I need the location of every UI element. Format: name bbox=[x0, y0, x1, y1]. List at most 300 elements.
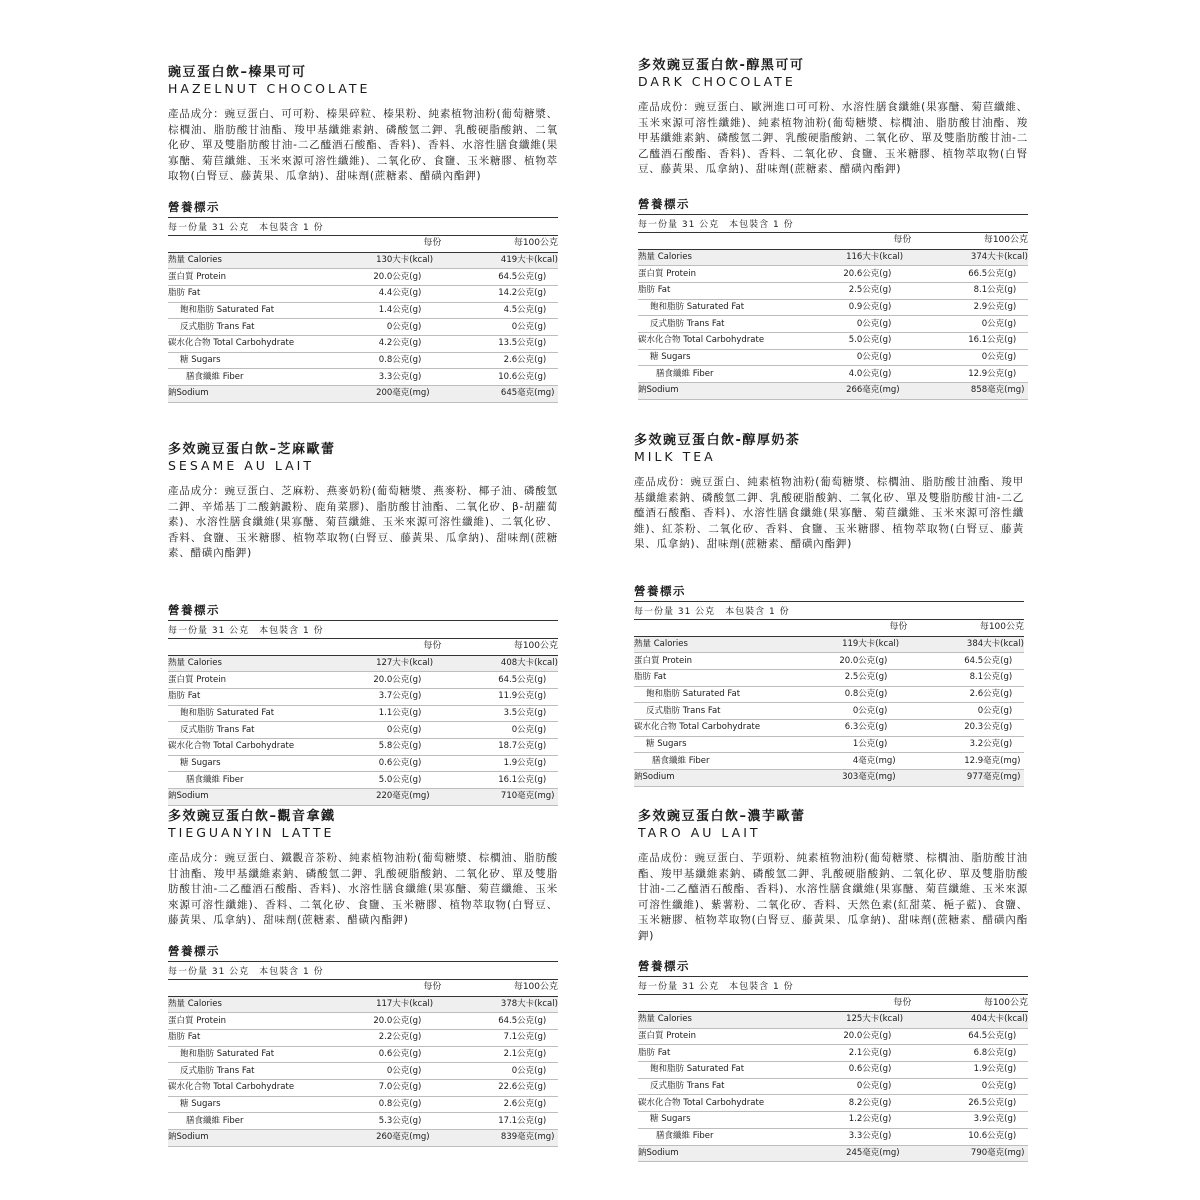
per-serving-unit: 公克(g) bbox=[392, 772, 441, 789]
per-100g-value: 64.5 bbox=[911, 1028, 987, 1045]
nutrient-label: 飽和脂肪 Saturated Fat bbox=[168, 1046, 350, 1063]
nutrition-row bbox=[168, 1113, 558, 1130]
per-serving-unit: 公克(g) bbox=[392, 285, 441, 302]
per-serving-unit: 公克(g) bbox=[392, 688, 441, 705]
per-serving-value: 0 bbox=[350, 1063, 392, 1080]
per-100g-value: 0 bbox=[911, 316, 987, 333]
per-serving-value: 4.0 bbox=[820, 366, 862, 383]
per-100g-value: 3.9 bbox=[911, 1112, 987, 1129]
nutrition-row bbox=[638, 1012, 1028, 1029]
per-100g-value: 10.6 bbox=[911, 1128, 987, 1145]
per-100g-header: 每100公克 bbox=[911, 233, 1028, 250]
nutrition-table bbox=[638, 995, 1028, 1162]
per-100g-value: 0 bbox=[441, 722, 517, 739]
per-serving-value: 116 bbox=[820, 249, 862, 266]
per-serving-value: 266 bbox=[820, 383, 862, 400]
per-100g-value: 0 bbox=[911, 1078, 987, 1095]
per-100g-unit: 毫克(mg) bbox=[983, 770, 1024, 787]
nutrient-label: 蛋白質 Protein bbox=[638, 266, 820, 283]
product-title-zh: 多效豌豆蛋白飲-醇黑可可 bbox=[638, 58, 805, 73]
nutrient-label: 碳水化合物 Total Carbohydrate bbox=[638, 1095, 820, 1112]
per-serving-value: 303 bbox=[816, 770, 858, 787]
per-serving-unit: 公克(g) bbox=[862, 1078, 911, 1095]
per-100g-value: 3.2 bbox=[907, 736, 983, 753]
per-serving-value: 0.6 bbox=[350, 755, 392, 772]
nutrient-label: 鈉Sodium bbox=[168, 789, 350, 806]
per-serving-unit: 毫克(mg) bbox=[392, 386, 441, 403]
nutrition-row bbox=[638, 266, 1028, 283]
per-serving-unit: 公克(g) bbox=[392, 319, 441, 336]
per-100g-value: 710 bbox=[441, 789, 517, 806]
per-serving-value: 0.8 bbox=[350, 1096, 392, 1113]
ingredients-text: 產品成份：豌豆蛋白、芋頭粉、純素植物油粉(葡萄糖漿、棕櫚油、脂肪酸甘油酯、羧甲基纖維素鈉、磷酸氫二鉀、乳酸硬脂酸鈉、二氧化矽、單及雙脂肪酸甘油-二乙醯酒石酸酯、香料)、水溶性膳食纖維(果寡醣、菊苣纖維、玉米來源可溶性纖維)、紫薯粉、二氧化矽、香料、天然色素(紅甜菜、梔子藍)、食鹽、玉米糖膠、植物萃取物(白腎豆、藤黃果、瓜拿納)、甜味劑(蔗糖素、醋磺內酯鉀) bbox=[638, 852, 1028, 942]
nutrient-label: 膳食纖維 Fiber bbox=[168, 369, 350, 386]
per-serving-unit: 公克(g) bbox=[862, 1112, 911, 1129]
per-100g-unit: 公克(g) bbox=[987, 1112, 1028, 1129]
nutrition-heading: 營養標示 bbox=[638, 196, 1028, 215]
per-serving-unit: 公克(g) bbox=[858, 703, 907, 720]
nutrition-row bbox=[638, 366, 1028, 383]
per-100g-unit: 公克(g) bbox=[517, 319, 558, 336]
nutrition-row bbox=[168, 269, 558, 286]
per-100g-unit: 大卡(kcal) bbox=[517, 996, 558, 1013]
per-serving-unit: 公克(g) bbox=[862, 349, 911, 366]
product-panel bbox=[168, 64, 558, 403]
nutrition-row bbox=[634, 686, 1024, 703]
serving-size: 每一份量 31 公克 本包裝含 1 份 bbox=[168, 962, 558, 980]
per-100g-value: 0 bbox=[441, 1063, 517, 1080]
per-100g-value: 2.9 bbox=[911, 299, 987, 316]
nutrient-label: 鈉Sodium bbox=[638, 1145, 820, 1162]
nutrient-label: 飽和脂肪 Saturated Fat bbox=[638, 299, 820, 316]
nutrition-row bbox=[168, 755, 558, 772]
nutrition-row bbox=[634, 703, 1024, 720]
nutrient-label: 鈉Sodium bbox=[638, 383, 820, 400]
per-100g-unit: 公克(g) bbox=[987, 1095, 1028, 1112]
nutrient-label: 膳食纖維 Fiber bbox=[638, 366, 820, 383]
per-serving-unit: 毫克(mg) bbox=[858, 770, 907, 787]
per-100g-value: 384 bbox=[907, 636, 983, 653]
per-serving-value: 119 bbox=[816, 636, 858, 653]
per-serving-unit: 公克(g) bbox=[862, 266, 911, 283]
nutrition-row bbox=[168, 386, 558, 403]
per-100g-value: 64.5 bbox=[441, 1013, 517, 1030]
per-serving-value: 0 bbox=[350, 722, 392, 739]
per-serving-header: 每份 bbox=[820, 233, 912, 250]
per-100g-value: 4.5 bbox=[441, 302, 517, 319]
nutrient-label: 蛋白質 Protein bbox=[634, 653, 816, 670]
per-serving-unit: 公克(g) bbox=[392, 369, 441, 386]
nutrition-table bbox=[638, 233, 1028, 400]
per-100g-value: 419 bbox=[441, 252, 517, 269]
per-serving-value: 1 bbox=[816, 736, 858, 753]
nutrient-label: 脂肪 Fat bbox=[168, 688, 350, 705]
nutrition-column-header bbox=[168, 639, 558, 656]
per-serving-unit: 公克(g) bbox=[862, 1062, 911, 1079]
per-100g-value: 2.1 bbox=[441, 1046, 517, 1063]
per-serving-unit: 公克(g) bbox=[862, 299, 911, 316]
per-100g-unit: 公克(g) bbox=[517, 1013, 558, 1030]
per-serving-unit: 公克(g) bbox=[392, 705, 441, 722]
per-serving-unit: 公克(g) bbox=[862, 316, 911, 333]
per-serving-unit: 大卡(kcal) bbox=[862, 249, 911, 266]
per-100g-value: 26.5 bbox=[911, 1095, 987, 1112]
nutrition-row bbox=[168, 352, 558, 369]
per-100g-value: 2.6 bbox=[441, 1096, 517, 1113]
per-serving-header: 每份 bbox=[816, 620, 908, 637]
per-serving-unit: 公克(g) bbox=[392, 738, 441, 755]
nutrition-row bbox=[168, 252, 558, 269]
nutrition-row bbox=[634, 719, 1024, 736]
per-serving-header: 每份 bbox=[820, 995, 912, 1012]
nutrient-label: 糖 Sugars bbox=[168, 1096, 350, 1113]
per-serving-value: 6.3 bbox=[816, 719, 858, 736]
per-100g-unit: 公克(g) bbox=[517, 269, 558, 286]
nutrition-row bbox=[168, 655, 558, 672]
per-serving-value: 220 bbox=[350, 789, 392, 806]
per-100g-unit: 公克(g) bbox=[983, 719, 1024, 736]
per-100g-unit: 公克(g) bbox=[517, 369, 558, 386]
per-100g-value: 18.7 bbox=[441, 738, 517, 755]
product-title-en: TIEGUANYIN LATTE bbox=[168, 825, 335, 840]
per-100g-unit: 公克(g) bbox=[517, 1079, 558, 1096]
nutrition-column-header bbox=[638, 233, 1028, 250]
nutrition-heading: 營養標示 bbox=[638, 958, 1028, 977]
nutrition-row bbox=[638, 1028, 1028, 1045]
per-serving-unit: 公克(g) bbox=[392, 335, 441, 352]
nutrient-label: 糖 Sugars bbox=[638, 1112, 820, 1129]
per-100g-unit: 公克(g) bbox=[987, 349, 1028, 366]
nutrition-row bbox=[638, 249, 1028, 266]
per-100g-unit: 公克(g) bbox=[517, 755, 558, 772]
per-serving-value: 1.1 bbox=[350, 705, 392, 722]
per-100g-value: 1.9 bbox=[441, 755, 517, 772]
per-100g-unit: 公克(g) bbox=[987, 266, 1028, 283]
nutrition-row bbox=[168, 1130, 558, 1147]
per-serving-value: 127 bbox=[350, 655, 392, 672]
product-title-zh: 多效豌豆蛋白飲–芝麻歐蕾 bbox=[168, 442, 336, 457]
nutrition-row bbox=[638, 1078, 1028, 1095]
nutrient-label: 膳食纖維 Fiber bbox=[638, 1128, 820, 1145]
nutrient-label: 熱量 Calories bbox=[168, 655, 350, 672]
nutrient-label: 反式脂肪 Trans Fat bbox=[638, 1078, 820, 1095]
nutrient-label: 膳食纖維 Fiber bbox=[168, 772, 350, 789]
per-serving-value: 4 bbox=[816, 753, 858, 770]
per-serving-value: 3.3 bbox=[350, 369, 392, 386]
per-100g-value: 0 bbox=[907, 703, 983, 720]
nutrition-row bbox=[168, 705, 558, 722]
nutrition-row bbox=[168, 319, 558, 336]
per-serving-value: 0.8 bbox=[350, 352, 392, 369]
per-100g-value: 404 bbox=[911, 1012, 987, 1029]
product-title-en: MILK TEA bbox=[634, 449, 716, 464]
per-100g-unit: 公克(g) bbox=[987, 332, 1028, 349]
per-100g-unit: 毫克(mg) bbox=[517, 1130, 558, 1147]
per-serving-unit: 毫克(mg) bbox=[862, 1145, 911, 1162]
per-100g-value: 22.6 bbox=[441, 1079, 517, 1096]
product-panel bbox=[168, 808, 558, 1147]
per-100g-value: 977 bbox=[907, 770, 983, 787]
nutrient-label: 反式脂肪 Trans Fat bbox=[168, 1063, 350, 1080]
per-100g-unit: 公克(g) bbox=[517, 722, 558, 739]
per-100g-unit: 公克(g) bbox=[983, 669, 1024, 686]
nutrition-row bbox=[638, 349, 1028, 366]
per-100g-unit: 毫克(mg) bbox=[983, 753, 1024, 770]
per-100g-value: 8.1 bbox=[911, 282, 987, 299]
per-100g-value: 645 bbox=[441, 386, 517, 403]
nutrient-label: 蛋白質 Protein bbox=[168, 672, 350, 689]
nutrition-table bbox=[168, 980, 558, 1147]
per-serving-value: 5.0 bbox=[350, 772, 392, 789]
per-serving-unit: 公克(g) bbox=[858, 653, 907, 670]
per-serving-unit: 大卡(kcal) bbox=[862, 1012, 911, 1029]
per-serving-unit: 大卡(kcal) bbox=[858, 636, 907, 653]
per-serving-unit: 毫克(mg) bbox=[862, 383, 911, 400]
ingredients-text: 產品成分：豌豆蛋白、鐵觀音茶粉、純素植物油粉(葡萄糖漿、棕櫚油、脂肪酸甘油酯、羧甲基纖維素鈉、磷酸氫二鉀、乳酸硬脂酸鈉、二氧化矽、單及雙脂肪酸甘油-二乙醯酒石酸酯、香料)、水溶性膳食纖維(果寡醣、菊苣纖維、玉米來源可溶性纖維)、香料、二氧化矽、食鹽、玉米糖膠、植物萃取物(白腎豆、藤黃果、瓜拿納)、甜味劑(蔗糖素、醋磺內酯鉀) bbox=[168, 852, 558, 926]
per-100g-value: 11.9 bbox=[441, 688, 517, 705]
product-title-en: HAZELNUT CHOCOLATE bbox=[168, 81, 371, 96]
per-100g-unit: 公克(g) bbox=[517, 672, 558, 689]
per-serving-value: 2.5 bbox=[816, 669, 858, 686]
serving-size: 每一份量 31 公克 本包裝含 1 份 bbox=[168, 218, 558, 236]
per-serving-unit: 公克(g) bbox=[858, 669, 907, 686]
per-serving-unit: 大卡(kcal) bbox=[392, 996, 441, 1013]
nutrition-row bbox=[638, 1145, 1028, 1162]
ingredients-text: 產品成份：豌豆蛋白、純素植物油粉(葡萄糖漿、棕櫚油、脂肪酸甘油酯、羧甲基纖維素鈉、磷酸氫二鉀、乳酸硬脂酸鈉、二氧化矽、單及雙脂肪酸甘油-二乙醯酒石酸酯、香料)、水溶性膳食纖維(果寡醣、菊苣纖維、玉米來源可溶性纖維)、紅茶粉、二氧化矽、香料、食鹽、玉米糖膠、植物萃取物(白腎豆、藤黃果、瓜拿納)、甜味劑(蔗糖素、醋磺內酯鉀) bbox=[634, 476, 1024, 550]
per-100g-value: 13.5 bbox=[441, 335, 517, 352]
per-100g-unit: 公克(g) bbox=[987, 1128, 1028, 1145]
nutrition-column-header bbox=[168, 980, 558, 997]
per-serving-unit: 公克(g) bbox=[862, 1028, 911, 1045]
per-100g-value: 12.9 bbox=[907, 753, 983, 770]
nutrition-row bbox=[168, 285, 558, 302]
per-serving-unit: 毫克(mg) bbox=[392, 1130, 441, 1147]
nutrition-row bbox=[634, 669, 1024, 686]
per-100g-value: 858 bbox=[911, 383, 987, 400]
per-100g-value: 10.6 bbox=[441, 369, 517, 386]
per-serving-unit: 公克(g) bbox=[858, 719, 907, 736]
per-serving-value: 20.0 bbox=[350, 1013, 392, 1030]
per-100g-value: 64.5 bbox=[441, 269, 517, 286]
nutrient-label: 熱量 Calories bbox=[168, 252, 350, 269]
per-serving-unit: 公克(g) bbox=[862, 1095, 911, 1112]
nutrient-label: 鈉Sodium bbox=[634, 770, 816, 787]
per-100g-header: 每100公克 bbox=[441, 236, 558, 253]
nutrient-label: 反式脂肪 Trans Fat bbox=[168, 319, 350, 336]
nutrient-label: 脂肪 Fat bbox=[638, 1045, 820, 1062]
nutrition-row bbox=[168, 738, 558, 755]
nutrition-row bbox=[638, 316, 1028, 333]
per-100g-header: 每100公克 bbox=[911, 995, 1028, 1012]
per-serving-value: 1.4 bbox=[350, 302, 392, 319]
nutrition-row bbox=[168, 996, 558, 1013]
nutrient-label: 碳水化合物 Total Carbohydrate bbox=[634, 719, 816, 736]
per-serving-unit: 毫克(mg) bbox=[858, 753, 907, 770]
per-100g-unit: 公克(g) bbox=[517, 302, 558, 319]
nutrition-heading: 營養標示 bbox=[168, 199, 558, 218]
per-serving-value: 5.8 bbox=[350, 738, 392, 755]
per-serving-unit: 公克(g) bbox=[392, 1063, 441, 1080]
per-100g-unit: 公克(g) bbox=[983, 653, 1024, 670]
per-serving-value: 2.1 bbox=[820, 1045, 862, 1062]
nutrition-column-header bbox=[168, 236, 558, 253]
nutrition-row bbox=[634, 770, 1024, 787]
nutrition-table bbox=[168, 639, 558, 806]
nutrient-label: 膳食纖維 Fiber bbox=[168, 1113, 350, 1130]
per-serving-unit: 公克(g) bbox=[858, 686, 907, 703]
per-100g-unit: 公克(g) bbox=[987, 299, 1028, 316]
per-100g-unit: 大卡(kcal) bbox=[983, 636, 1024, 653]
per-serving-unit: 大卡(kcal) bbox=[392, 252, 441, 269]
per-100g-unit: 公克(g) bbox=[987, 366, 1028, 383]
nutrition-row bbox=[168, 335, 558, 352]
per-100g-header: 每100公克 bbox=[441, 980, 558, 997]
nutrient-label: 飽和脂肪 Saturated Fat bbox=[168, 302, 350, 319]
per-100g-unit: 公克(g) bbox=[517, 285, 558, 302]
per-serving-unit: 公克(g) bbox=[392, 755, 441, 772]
per-100g-value: 378 bbox=[441, 996, 517, 1013]
per-serving-unit: 公克(g) bbox=[392, 1029, 441, 1046]
product-title-en: TARO AU LAIT bbox=[638, 825, 761, 840]
per-100g-unit: 公克(g) bbox=[517, 688, 558, 705]
per-serving-value: 5.3 bbox=[350, 1113, 392, 1130]
nutrition-row bbox=[638, 1062, 1028, 1079]
per-serving-unit: 公克(g) bbox=[862, 1128, 911, 1145]
serving-size: 每一份量 31 公克 本包裝含 1 份 bbox=[634, 602, 1024, 620]
nutrition-row bbox=[168, 789, 558, 806]
per-100g-value: 16.1 bbox=[911, 332, 987, 349]
per-100g-unit: 毫克(mg) bbox=[517, 789, 558, 806]
nutrition-row bbox=[168, 1096, 558, 1113]
per-100g-unit: 公克(g) bbox=[983, 703, 1024, 720]
ingredients-text: 產品成分：豌豆蛋白、可可粉、榛果碎粒、榛果粉、純素植物油粉(葡萄糖漿、棕櫚油、脂肪酸甘油酯、羧甲基纖維素鈉、磷酸氫二鉀、乳酸硬脂酸鈉、二氧化矽、單及雙脂肪酸甘油-二乙醯酒石酸酯、香料)、香料、水溶性膳食纖維(果寡醣、菊苣纖維、玉米來源可溶性纖維)、二氧化矽、食鹽、玉米糖膠、植物萃取物(白腎豆、藤黃果、瓜拿納)、甜味劑(蔗糖素、醋磺內酯鉀) bbox=[168, 108, 558, 182]
per-serving-header: 每份 bbox=[350, 639, 442, 656]
nutrition-row bbox=[634, 753, 1024, 770]
nutrition-row bbox=[638, 1128, 1028, 1145]
per-serving-value: 20.0 bbox=[350, 672, 392, 689]
product-title-zh: 豌豆蛋白飲–榛果可可 bbox=[168, 65, 307, 80]
nutrient-label: 反式脂肪 Trans Fat bbox=[168, 722, 350, 739]
per-serving-unit: 公克(g) bbox=[392, 1046, 441, 1063]
nutrient-label: 飽和脂肪 Saturated Fat bbox=[638, 1062, 820, 1079]
product-title-zh: 多效豌豆蛋白飲–濃芋歐蕾 bbox=[638, 809, 806, 824]
per-serving-value: 260 bbox=[350, 1130, 392, 1147]
per-100g-value: 8.1 bbox=[907, 669, 983, 686]
nutrition-row bbox=[168, 1046, 558, 1063]
per-serving-value: 0 bbox=[820, 349, 862, 366]
nutrition-row bbox=[638, 383, 1028, 400]
per-serving-unit: 公克(g) bbox=[862, 366, 911, 383]
nutrition-heading: 營養標示 bbox=[168, 943, 558, 962]
per-100g-unit: 公克(g) bbox=[987, 1062, 1028, 1079]
per-100g-unit: 公克(g) bbox=[517, 738, 558, 755]
nutrient-label: 膳食纖維 Fiber bbox=[634, 753, 816, 770]
nutrition-row bbox=[638, 282, 1028, 299]
nutrient-label: 碳水化合物 Total Carbohydrate bbox=[168, 1079, 350, 1096]
per-serving-unit: 公克(g) bbox=[392, 352, 441, 369]
per-serving-unit: 公克(g) bbox=[862, 282, 911, 299]
product-panel bbox=[168, 441, 558, 806]
per-serving-value: 200 bbox=[350, 386, 392, 403]
nutrition-row bbox=[168, 1013, 558, 1030]
serving-size: 每一份量 31 公克 本包裝含 1 份 bbox=[168, 621, 558, 639]
per-100g-unit: 公克(g) bbox=[517, 772, 558, 789]
per-serving-value: 5.0 bbox=[820, 332, 862, 349]
nutrient-label: 糖 Sugars bbox=[638, 349, 820, 366]
per-100g-value: 374 bbox=[911, 249, 987, 266]
per-serving-value: 7.0 bbox=[350, 1079, 392, 1096]
nutrient-label: 鈉Sodium bbox=[168, 1130, 350, 1147]
per-100g-header: 每100公克 bbox=[907, 620, 1024, 637]
per-100g-unit: 公克(g) bbox=[983, 736, 1024, 753]
per-serving-value: 3.7 bbox=[350, 688, 392, 705]
per-serving-unit: 公克(g) bbox=[392, 1096, 441, 1113]
per-100g-unit: 公克(g) bbox=[517, 1063, 558, 1080]
nutrition-row bbox=[168, 722, 558, 739]
nutrition-column-header bbox=[638, 995, 1028, 1012]
nutrition-row bbox=[168, 688, 558, 705]
nutrition-row bbox=[638, 1095, 1028, 1112]
per-100g-unit: 公克(g) bbox=[517, 335, 558, 352]
nutrition-row bbox=[634, 636, 1024, 653]
per-serving-value: 0.6 bbox=[820, 1062, 862, 1079]
nutrition-heading: 營養標示 bbox=[634, 583, 1024, 602]
per-serving-unit: 公克(g) bbox=[392, 302, 441, 319]
per-100g-unit: 毫克(mg) bbox=[987, 383, 1028, 400]
nutrient-label: 蛋白質 Protein bbox=[168, 269, 350, 286]
per-serving-unit: 公克(g) bbox=[392, 1079, 441, 1096]
nutrition-row bbox=[168, 672, 558, 689]
per-100g-unit: 毫克(mg) bbox=[987, 1145, 1028, 1162]
per-100g-header: 每100公克 bbox=[441, 639, 558, 656]
per-100g-unit: 公克(g) bbox=[517, 705, 558, 722]
nutrition-row bbox=[638, 1112, 1028, 1129]
per-serving-unit: 公克(g) bbox=[392, 269, 441, 286]
nutrition-column-header bbox=[634, 620, 1024, 637]
per-serving-value: 0.8 bbox=[816, 686, 858, 703]
nutrient-label: 糖 Sugars bbox=[168, 352, 350, 369]
nutrition-row bbox=[168, 1063, 558, 1080]
per-100g-value: 64.5 bbox=[441, 672, 517, 689]
nutrition-row bbox=[638, 1045, 1028, 1062]
nutrition-row bbox=[168, 772, 558, 789]
nutrition-row bbox=[168, 302, 558, 319]
per-100g-unit: 公克(g) bbox=[987, 282, 1028, 299]
nutrient-label: 碳水化合物 Total Carbohydrate bbox=[168, 335, 350, 352]
per-100g-value: 66.5 bbox=[911, 266, 987, 283]
nutrition-row bbox=[638, 332, 1028, 349]
product-title-zh: 多效豌豆蛋白飲–觀音拿鐵 bbox=[168, 809, 336, 824]
per-serving-value: 0.6 bbox=[350, 1046, 392, 1063]
nutrient-label: 糖 Sugars bbox=[168, 755, 350, 772]
per-100g-unit: 毫克(mg) bbox=[517, 386, 558, 403]
nutrient-label: 鈉Sodium bbox=[168, 386, 350, 403]
per-100g-value: 839 bbox=[441, 1130, 517, 1147]
nutrition-table bbox=[634, 620, 1024, 787]
per-serving-value: 2.5 bbox=[820, 282, 862, 299]
product-title-zh: 多效豌豆蛋白飲-醇厚奶茶 bbox=[634, 433, 801, 448]
nutrition-row bbox=[168, 369, 558, 386]
serving-size: 每一份量 31 公克 本包裝含 1 份 bbox=[638, 215, 1028, 233]
per-100g-value: 20.3 bbox=[907, 719, 983, 736]
product-title-en: SESAME AU LAIT bbox=[168, 458, 315, 473]
per-serving-unit: 公克(g) bbox=[392, 1113, 441, 1130]
nutrient-label: 熱量 Calories bbox=[168, 996, 350, 1013]
nutrition-row bbox=[168, 1079, 558, 1096]
per-100g-unit: 大卡(kcal) bbox=[517, 252, 558, 269]
per-100g-value: 2.6 bbox=[907, 686, 983, 703]
nutrient-label: 脂肪 Fat bbox=[168, 1029, 350, 1046]
